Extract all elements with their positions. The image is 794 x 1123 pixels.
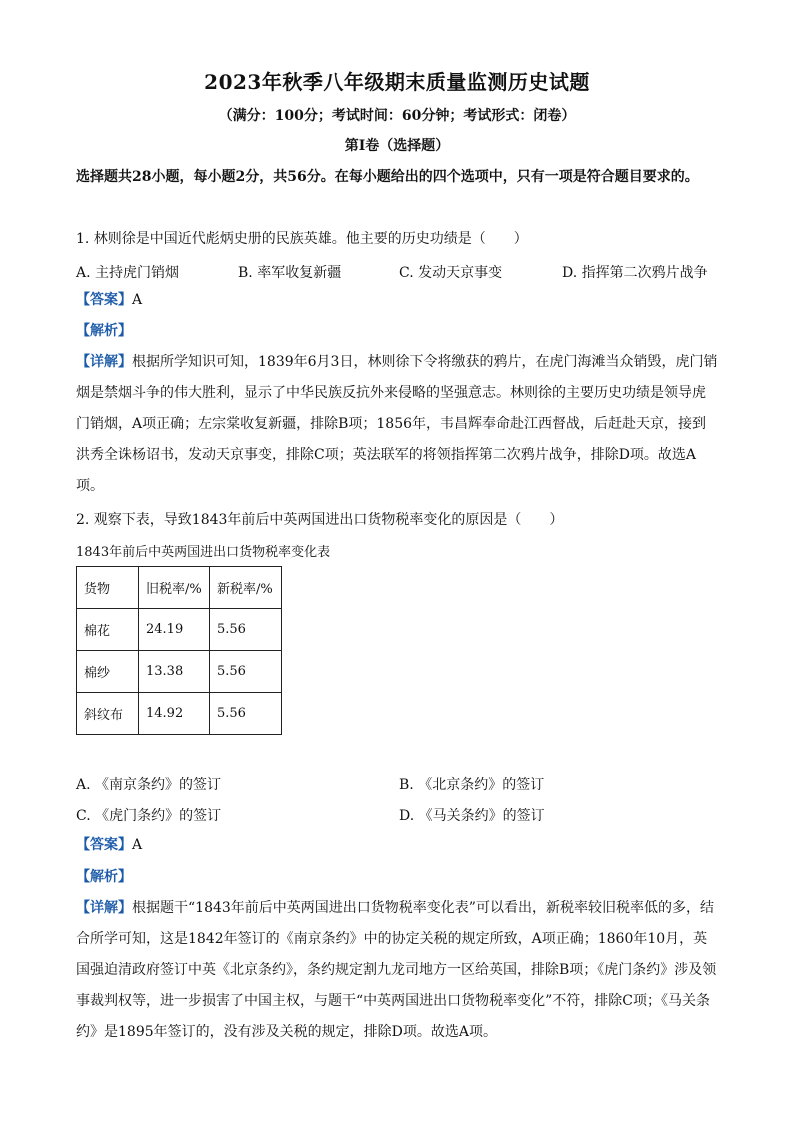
table-header-cell: 货物: [77, 567, 139, 609]
analysis-label: 【解析】: [76, 869, 132, 885]
question-2-answer-line: [76, 830, 718, 861]
question-2-option-d: D. 《马关条约》的签订: [399, 808, 545, 824]
question-1-stem: 1. 林则徐是中国近代彪炳史册的民族英雄。他主要的历史功绩是（ ）: [76, 231, 528, 247]
question-1-option-b: B. 率军收复新疆: [238, 265, 342, 281]
table-cell: 5.56: [210, 651, 282, 693]
question-1-detail-text: 根据所学知识可知，1839年6月3日，林则徐下令将缴获的鸦片，在虎门海滩当众销毁，虎门销烟是禁烟斗争的伟大胜利，显示了中华民族反抗外来侵略的坚强意志。林则徐的主要历史功绩是领导虎门销烟，A项正确；左宗棠收复新疆，排除B项；1856年，韦昌辉奉命赴江西督战，后赶赴天京，接到洪秀全诛杨诏书，发动天京事变，排除C项；英法联军的将领指挥第二次鸦片战争，排除D项。故选A项。: [76, 354, 718, 494]
question-2-answer: A: [132, 837, 143, 853]
table-cell: 5.56: [210, 609, 282, 651]
table-cell: 棉花: [77, 609, 139, 651]
question-1-option-c: C. 发动天京事变: [399, 265, 503, 281]
question-1-answer: A: [132, 292, 143, 308]
table-row: [77, 651, 282, 693]
table-cell: 棉纱: [77, 651, 139, 693]
table-cell: 斜纹布: [77, 693, 139, 735]
table-cell: 14.92: [139, 693, 210, 735]
analysis-label: 【解析】: [76, 323, 132, 339]
table-header-row: [77, 567, 282, 609]
exam-title: 2023年秋季八年级期末质量监测历史试题: [204, 70, 590, 94]
volume-heading: 第Ⅰ卷（选择题）: [344, 138, 450, 154]
question-1-detail: [76, 347, 718, 502]
question-1-options: [76, 262, 718, 282]
answer-label: 【答案】: [76, 292, 132, 308]
question-2-options-row-2: [76, 805, 718, 825]
question-2-option-c: C. 《虎门条约》的签订: [76, 808, 222, 824]
question-1-analysis-line: [76, 316, 718, 347]
exam-subtitle: （满分：100分；考试时间：60分钟；考试形式：闭卷）: [218, 108, 576, 124]
detail-label: 【详解】: [76, 354, 132, 370]
question-2-stem: 2. 观察下表，导致1843年前后中英两国进出口货物税率变化的原因是（ ）: [76, 512, 564, 528]
question-2-option-a: A. 《南京条约》的签订: [76, 777, 222, 793]
detail-label: 【详解】: [76, 900, 132, 916]
question-1-answer-line: [76, 285, 718, 316]
question-2-options-row-1: [76, 774, 718, 794]
question-1-option-d: D. 指挥第二次鸦片战争: [562, 265, 708, 281]
question-2-detail: [76, 893, 718, 1048]
question-2-detail-text: 根据题干“1843年前后中英两国进出口货物税率变化表”可以看出，新税率较旧税率低的多，结合所学可知，这是1842年签订的《南京条约》中的协定关税的规定所致，A项正确；1860年10月，英国强迫清政府签订中英《北京条约》，条约规定割九龙司地方一区给英国，排除B项；《虎门条约》涉及领事裁判权等，进一步损害了中国主权，与题干“中英两国进出口货物税率变化”不符，排除C项；《马关条约》是1895年签订的，没有涉及关税的规定，排除D项。故选A项。: [76, 900, 717, 1040]
instructions: 选择题共28小题，每小题2分，共56分。在每小题给出的四个选项中，只有一项是符合题目要求的。: [76, 169, 699, 185]
table-row: [77, 693, 282, 735]
answer-label: 【答案】: [76, 837, 132, 853]
table-row: [77, 609, 282, 651]
tax-rate-table: [76, 566, 282, 735]
table-caption: 1843年前后中英两国进出口货物税率变化表: [76, 545, 331, 560]
table-cell: 5.56: [210, 693, 282, 735]
table-cell: 13.38: [139, 651, 210, 693]
question-2-option-b: B. 《北京条约》的签订: [399, 777, 545, 793]
question-2-analysis-line: [76, 862, 718, 893]
table-header-cell: 旧税率/%: [139, 567, 210, 609]
table-cell: 24.19: [139, 609, 210, 651]
table-header-cell: 新税率/%: [210, 567, 282, 609]
question-1-option-a: A. 主持虎门销烟: [76, 265, 180, 281]
